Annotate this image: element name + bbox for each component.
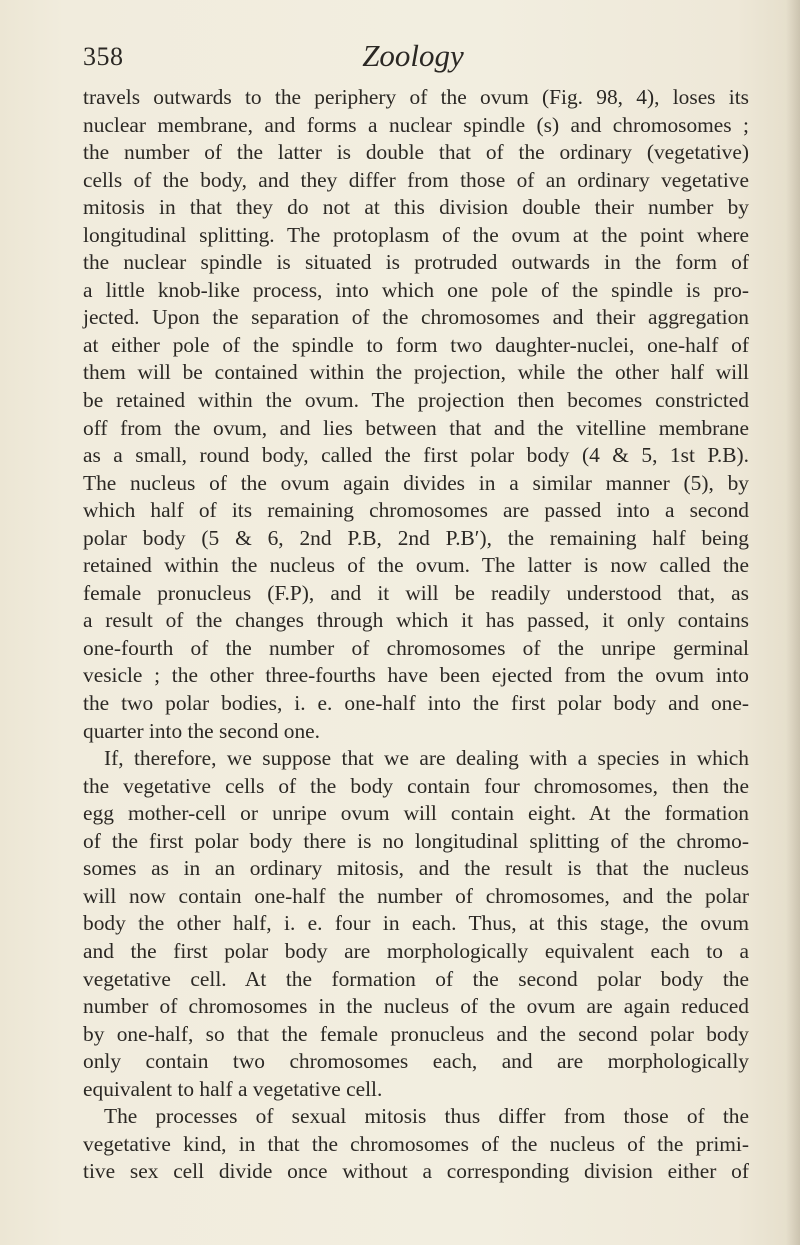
text-line: polar body (5 & 6, 2nd P.B, 2nd P.B′), the remaining half being [83,525,749,550]
text-line: number of chromosomes in the nucleus of the ovum are again reduced [83,994,749,1019]
text-line: body the other half, i. e. four in each. Thus, at this stage, the ovum [83,911,749,936]
text-line: them will be contained within the projection, while the other half will [83,360,749,385]
text-line: at either pole of the spindle to form two daughter-nuclei, one-half of [83,332,749,357]
page-header [83,34,743,78]
text-line: retained within the nucleus of the ovum. The latter is now called the [83,553,749,578]
text-line: the number of the latter is double that of the ordinary (vegetative) [83,140,749,165]
text-line: The processes of sexual mitosis thus differ from those of the [104,1104,749,1129]
text-line: cells of the body, and they differ from those of an ordinary vegetative [83,167,749,192]
text-line: travels outwards to the periphery of the ovum (Fig. 98, 4), loses its [83,85,749,109]
body-text [83,84,749,1186]
text-line: a little knob-like process, into which one pole of the spindle is pro- [83,277,749,302]
text-line: as a small, round body, called the first polar body (4 & 5, 1st P.B). [83,443,749,468]
text-line: equivalent to half a vegetative cell. [83,1076,383,1101]
page-edge-shadow [786,0,800,1245]
text-line: of the first polar body there is no longitudinal splitting of the chromo- [83,828,749,853]
text-line: vegetative cell. At the formation of the second polar body the [83,966,749,991]
text-line: a result of the changes through which it has passed, it only contains [83,608,749,633]
text-line: nuclear membrane, and forms a nuclear spindle (s) and chromosomes ; [83,112,749,137]
text-line: the nuclear spindle is situated is protruded outwards in the form of [83,250,749,275]
text-line: egg mother-cell or unripe ovum will contain eight. At the formation [83,801,749,826]
text-line: somes as in an ordinary mitosis, and the result is that the nucleus [83,856,749,881]
text-line: only contain two chromosomes each, and are morphologically [83,1049,749,1074]
text-line: be retained within the ovum. The projection then becomes constricted [83,388,749,413]
text-line: vegetative kind, in that the chromosomes of the nucleus of the primi- [83,1131,749,1156]
text-line: quarter into the second one. [83,718,320,743]
text-line: mitosis in that they do not at this division double their number by [83,195,749,220]
text-line: by one-half, so that the female pronucleus and the second polar body [83,1021,749,1046]
page-number: 358 [83,42,124,71]
text-line: vesicle ; the other three-fourths have been ejected from the ovum into [83,663,749,688]
text-line: off from the ovum, and lies between that and the vitelline membrane [83,415,749,440]
running-title: Zoology [362,38,464,73]
text-line: longitudinal splitting. The protoplasm of the ovum at the point where [83,222,749,247]
text-line: female pronucleus (F.P), and it will be readily understood that, as [83,580,749,605]
text-line: one-fourth of the number of chromosomes of the unripe germinal [83,635,749,660]
text-line: and the first polar body are morphologically equivalent each to a [83,938,749,963]
text-line: The nucleus of the ovum again divides in a similar manner (5), by [83,470,749,495]
text-line: jected. Upon the separation of the chromosomes and their aggregation [83,305,749,330]
text-line: If, therefore, we suppose that we are dealing with a species in which [104,746,749,771]
text-line: which half of its remaining chromosomes are passed into a second [83,498,749,523]
text-line: will now contain one-half the number of chromosomes, and the polar [83,883,749,908]
text-line: tive sex cell divide once without a corresponding division either of [83,1159,749,1184]
text-line: the two polar bodies, i. e. one-half into the first polar body and one- [83,691,749,716]
text-line: the vegetative cells of the body contain four chromosomes, then the [83,773,749,798]
